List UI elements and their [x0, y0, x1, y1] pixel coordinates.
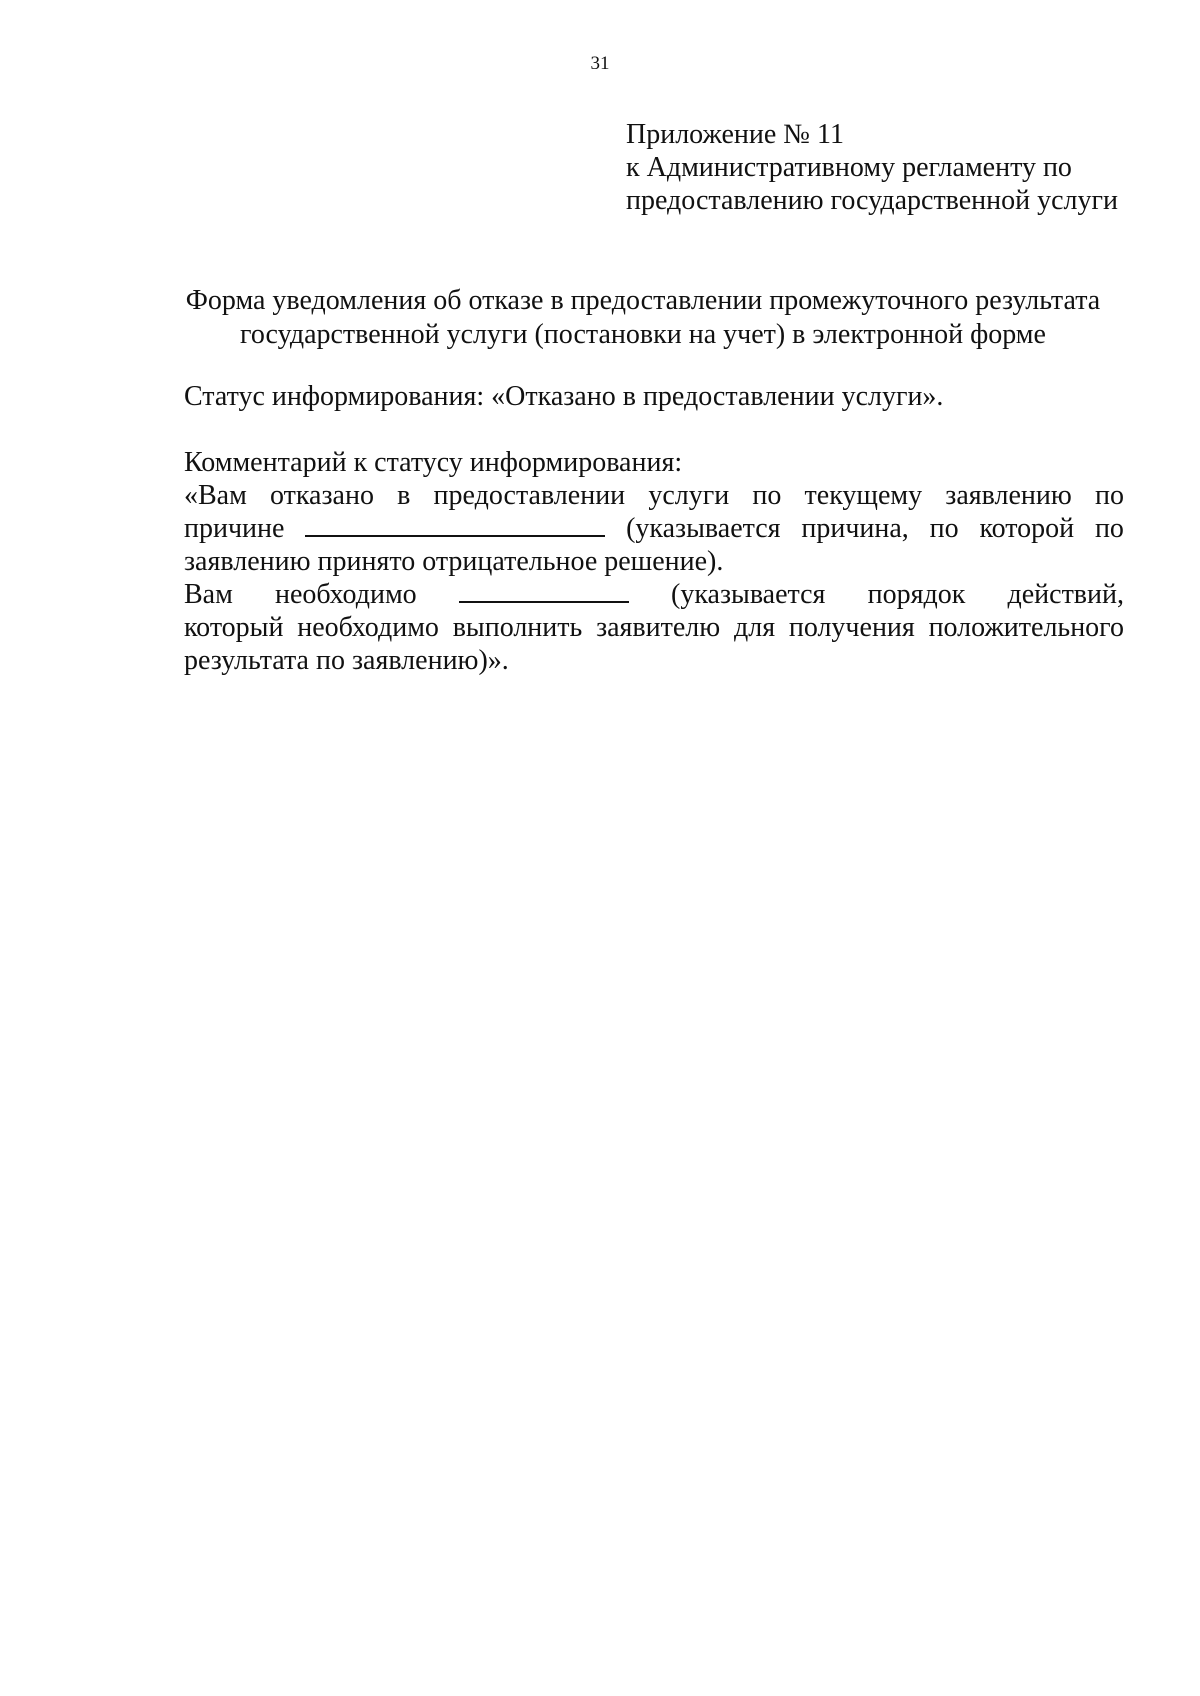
- word: текущему: [804, 480, 923, 511]
- action-blank-field: [459, 581, 629, 603]
- word: необходимо: [297, 612, 439, 643]
- word: (указывается: [671, 579, 826, 610]
- word: выполнить: [452, 612, 583, 643]
- word: по: [1094, 513, 1124, 544]
- comment-line-3: заявлению принято отрицательное решение).: [184, 546, 724, 577]
- form-title: [150, 284, 1136, 352]
- comment-line-1: [184, 479, 1124, 512]
- word: причине: [184, 513, 285, 544]
- comment-line-6: результата по заявлению)».: [184, 645, 509, 676]
- appendix-reference-line-1: к Административному регламенту по: [626, 152, 1072, 183]
- word: заявлению: [945, 480, 1072, 511]
- word: (указывается: [626, 513, 781, 544]
- reason-blank-field: [305, 515, 605, 537]
- word: «Вам: [184, 480, 247, 511]
- appendix-header: [626, 118, 1146, 217]
- word: в: [397, 480, 411, 511]
- appendix-reference-line-2: предоставлению государственной услуги: [626, 185, 1118, 216]
- word: по: [752, 480, 782, 511]
- word: для: [733, 612, 776, 643]
- word: который: [184, 612, 284, 643]
- word: действий,: [1007, 579, 1124, 610]
- word: необходимо: [275, 579, 417, 610]
- word: по: [929, 513, 959, 544]
- word: заявителю: [596, 612, 721, 643]
- comment-line-4: [184, 578, 1124, 611]
- comment-line-2: [184, 512, 1124, 545]
- form-title-line-2: государственной услуги (постановки на учет) в электронной форме: [240, 319, 1046, 350]
- word: причина,: [801, 513, 909, 544]
- word: Вам: [184, 579, 233, 610]
- comment-block: [184, 446, 1124, 677]
- word: получения: [788, 612, 915, 643]
- word: услуги: [648, 480, 730, 511]
- page-number: 31: [590, 53, 610, 74]
- word: которой: [979, 513, 1075, 544]
- status-text: Статус информирования: «Отказано в предоставлении услуги».: [184, 381, 944, 412]
- comment-heading: Комментарий к статусу информирования:: [184, 447, 683, 478]
- form-title-line-1: Форма уведомления об отказе в предоставлении промежуточного результата: [185, 285, 1101, 316]
- word: порядок: [867, 579, 966, 610]
- appendix-number: Приложение № 11: [626, 119, 844, 150]
- word: по: [1094, 480, 1124, 511]
- comment-line-5: [184, 611, 1124, 644]
- word: предоставлении: [433, 480, 626, 511]
- word: положительного: [928, 612, 1124, 643]
- word: отказано: [270, 480, 374, 511]
